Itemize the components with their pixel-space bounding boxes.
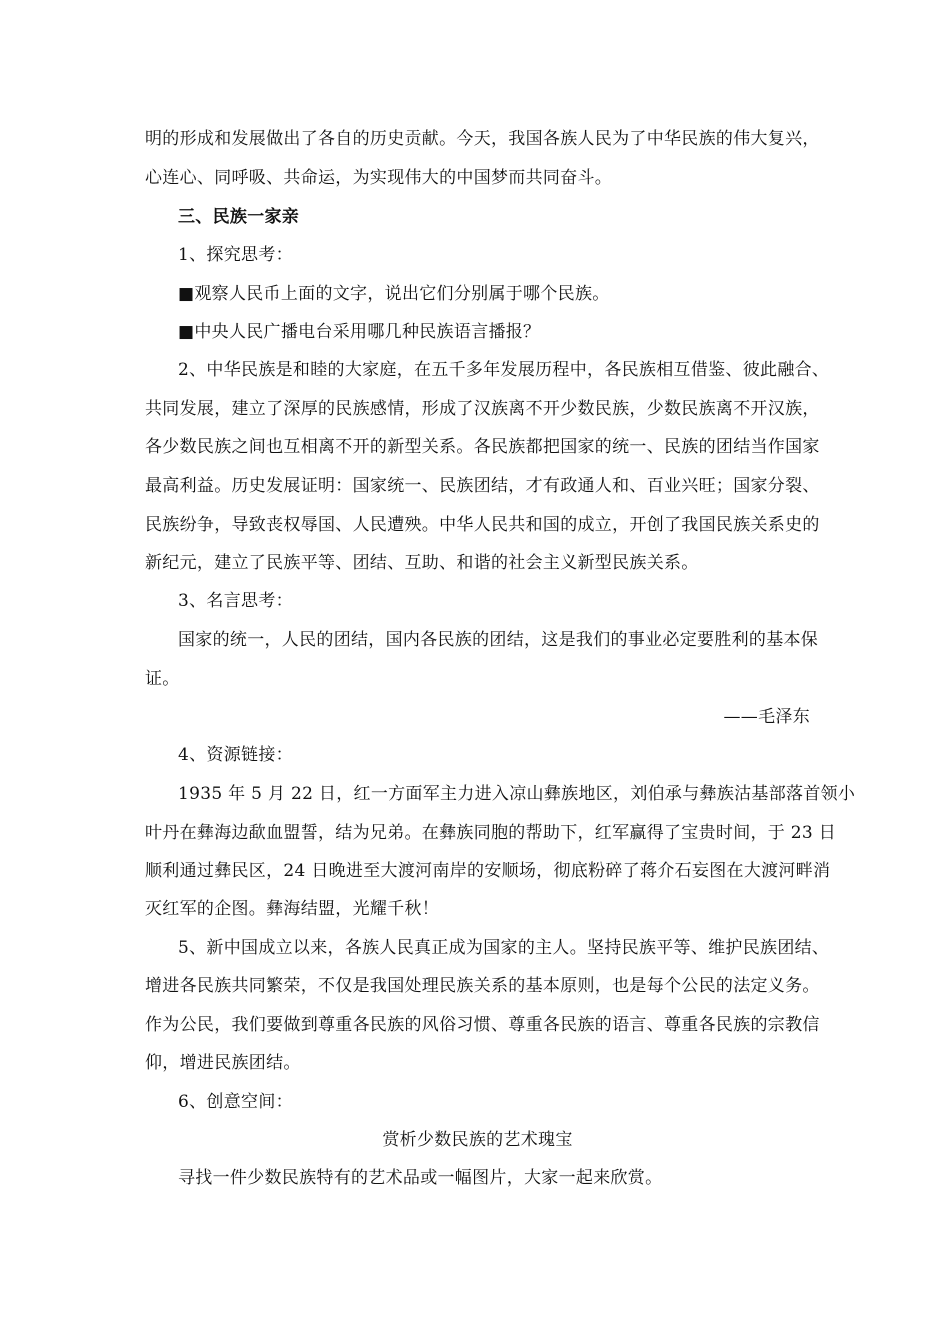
paragraph-line: 顺利通过彝民区，24 日晚进至大渡河南岸的安顺场，彻底粉碎了蒋介石妄图在大渡河畔消 xyxy=(145,861,831,881)
paragraph-line: 最高利益。历史发展证明：国家统一、民族团结，才有政通人和、百业兴旺；国家分裂、 xyxy=(145,476,820,496)
paragraph-line: 新纪元，建立了民族平等、团结、互助、和谐的社会主义新型民族关系。 xyxy=(145,553,699,573)
subsection-label: 1、探究思考： xyxy=(178,245,293,265)
quote-attribution: ——毛泽东 xyxy=(723,707,810,727)
paragraph-line: 2、中华民族是和睦的大家庭，在五千多年发展历程中，各民族相互借鉴、彼此融合、 xyxy=(178,360,830,380)
subsection-label: 4、资源链接： xyxy=(178,745,293,765)
bullet-item: ■观察人民币上面的文字，说出它们分别属于哪个民族。 xyxy=(178,284,610,304)
paragraph-line: 作为公民，我们要做到尊重各民族的风俗习惯、尊重各民族的语言、尊重各民族的宗教信 xyxy=(145,1015,820,1035)
paragraph-line: 各少数民族之间也互相离不开的新型关系。各民族都把国家的统一、民族的团结当作国家 xyxy=(145,437,820,457)
paragraph-line: 5、新中国成立以来，各族人民真正成为国家的主人。坚持民族平等、维护民族团结、 xyxy=(178,938,830,958)
paragraph-line: 仰，增进民族团结。 xyxy=(145,1053,301,1073)
quote-line: 国家的统一，人民的团结，国内各民族的团结，这是我们的事业必定要胜利的基本保 xyxy=(178,630,819,650)
paragraph-line: 增进各民族共同繁荣，不仅是我国处理民族关系的基本原则，也是每个公民的法定义务。 xyxy=(145,976,820,996)
section-heading: 三、民族一家亲 xyxy=(178,207,300,227)
subsection-label: 3、名言思考： xyxy=(178,591,293,611)
paragraph-line: 1935 年 5 月 22 日，红一方面军主力进入凉山彝族地区，刘伯承与彝族沽基部落首领小 xyxy=(178,784,856,804)
paragraph-line: 明的形成和发展做出了各自的历史贡献。今天，我国各族人民为了中华民族的伟大复兴， xyxy=(145,129,820,149)
bullet-item: ■中央人民广播电台采用哪几种民族语言播报？ xyxy=(178,322,541,342)
quote-line: 证。 xyxy=(145,669,180,689)
subsection-label: 6、创意空间： xyxy=(178,1092,293,1112)
paragraph-line: 民族纷争，导致丧权辱国、人民遭殃。中华人民共和国的成立，开创了我国民族关系史的 xyxy=(145,515,820,535)
paragraph-line: 心连心、同呼吸、共命运，为实现伟大的中国梦而共同奋斗。 xyxy=(145,168,613,188)
paragraph-line: 灭红军的企图。彝海结盟，光耀千秋！ xyxy=(145,899,440,919)
activity-title: 赏析少数民族的艺术瑰宝 xyxy=(382,1130,573,1150)
paragraph-line: 叶丹在彝海边歃血盟誓，结为兄弟。在彝族同胞的帮助下，红军赢得了宝贵时间，于 23 日 xyxy=(145,823,837,843)
paragraph-line: 寻找一件少数民族特有的艺术品或一幅图片，大家一起来欣赏。 xyxy=(178,1168,663,1188)
paragraph-line: 共同发展，建立了深厚的民族感情，形成了汉族离不开少数民族，少数民族离不开汉族， xyxy=(145,399,820,419)
